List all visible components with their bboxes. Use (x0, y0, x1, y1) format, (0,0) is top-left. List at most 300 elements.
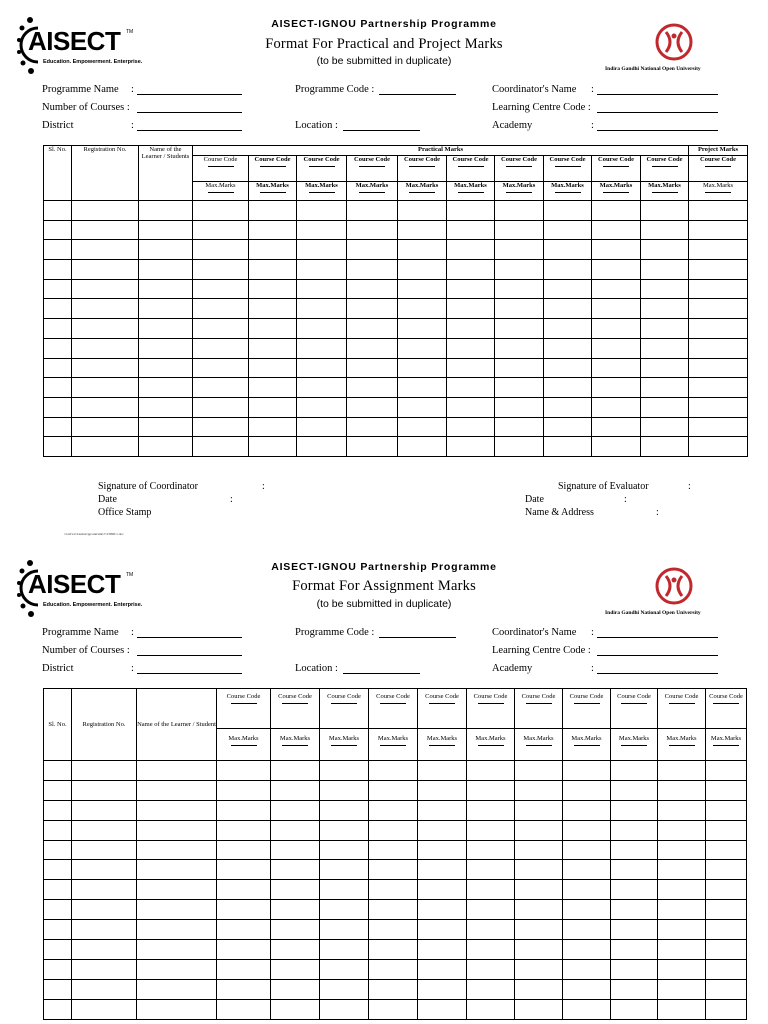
table-cell[interactable] (706, 840, 747, 860)
table-cell[interactable] (658, 979, 706, 999)
table-cell[interactable] (320, 800, 369, 820)
table-cell[interactable] (467, 920, 515, 940)
table-cell[interactable] (706, 920, 747, 940)
table-cell[interactable] (592, 319, 641, 339)
table-cell[interactable] (369, 860, 418, 880)
table-cell[interactable] (249, 358, 297, 378)
table-cell[interactable] (658, 999, 706, 1019)
table-cell[interactable] (544, 437, 592, 457)
table-cell[interactable] (44, 999, 72, 1019)
table-cell[interactable] (217, 840, 271, 860)
table-cell[interactable] (689, 240, 748, 260)
table-cell[interactable] (297, 319, 347, 339)
table-cell[interactable] (297, 299, 347, 319)
table-cell[interactable] (641, 279, 689, 299)
table-cell[interactable] (706, 999, 747, 1019)
table-cell[interactable] (217, 761, 271, 781)
table-cell[interactable] (369, 959, 418, 979)
table-cell[interactable] (72, 397, 139, 417)
table-cell[interactable] (72, 358, 139, 378)
table-cell[interactable] (137, 880, 217, 900)
table-cell[interactable] (44, 959, 72, 979)
table-cell[interactable] (369, 820, 418, 840)
table-cell[interactable] (369, 840, 418, 860)
table-cell[interactable] (72, 820, 137, 840)
table-cell[interactable] (418, 900, 467, 920)
table-cell[interactable] (297, 220, 347, 240)
learning-centre-code-field[interactable] (492, 645, 720, 659)
table-cell[interactable] (544, 417, 592, 437)
table-cell[interactable] (369, 800, 418, 820)
table-cell[interactable] (515, 940, 563, 960)
table-cell[interactable] (689, 220, 748, 240)
table-cell[interactable] (544, 299, 592, 319)
table-cell[interactable] (563, 999, 611, 1019)
table-cell[interactable] (139, 417, 193, 437)
table-cell[interactable] (217, 780, 271, 800)
table-cell[interactable] (544, 220, 592, 240)
table-cell[interactable] (369, 920, 418, 940)
table-cell[interactable] (592, 299, 641, 319)
table-cell[interactable] (544, 279, 592, 299)
table-cell[interactable] (658, 900, 706, 920)
number-of-courses-field[interactable] (42, 102, 242, 116)
table-cell[interactable] (44, 279, 72, 299)
table-cell[interactable] (347, 201, 398, 221)
table-cell[interactable] (418, 959, 467, 979)
table-cell[interactable] (611, 880, 658, 900)
table-cell[interactable] (563, 860, 611, 880)
table-cell[interactable] (611, 860, 658, 880)
table-cell[interactable] (369, 761, 418, 781)
table-cell[interactable] (249, 220, 297, 240)
table-cell[interactable] (320, 761, 369, 781)
table-cell[interactable] (544, 358, 592, 378)
table-cell[interactable] (44, 299, 72, 319)
table-cell[interactable] (369, 780, 418, 800)
table-cell[interactable] (689, 397, 748, 417)
table-cell[interactable] (72, 240, 139, 260)
table-cell[interactable] (658, 761, 706, 781)
table-cell[interactable] (249, 378, 297, 398)
table-cell[interactable] (418, 860, 467, 880)
table-cell[interactable] (495, 397, 544, 417)
table-cell[interactable] (347, 319, 398, 339)
table-cell[interactable] (320, 940, 369, 960)
table-cell[interactable] (544, 260, 592, 280)
table-cell[interactable] (658, 820, 706, 840)
table-cell[interactable] (398, 397, 447, 417)
table-cell[interactable] (297, 338, 347, 358)
table-cell[interactable] (398, 201, 447, 221)
table-cell[interactable] (641, 358, 689, 378)
table-cell[interactable] (217, 880, 271, 900)
table-cell[interactable] (544, 338, 592, 358)
table-cell[interactable] (320, 979, 369, 999)
table-cell[interactable] (689, 201, 748, 221)
table-cell[interactable] (347, 397, 398, 417)
table-cell[interactable] (217, 800, 271, 820)
table-cell[interactable] (398, 378, 447, 398)
table-cell[interactable] (271, 780, 320, 800)
table-cell[interactable] (641, 260, 689, 280)
table-cell[interactable] (418, 920, 467, 940)
table-cell[interactable] (398, 319, 447, 339)
table-cell[interactable] (249, 201, 297, 221)
table-cell[interactable] (515, 820, 563, 840)
table-cell[interactable] (72, 417, 139, 437)
table-cell[interactable] (641, 437, 689, 457)
table-cell[interactable] (72, 860, 137, 880)
table-cell[interactable] (447, 299, 495, 319)
table-cell[interactable] (495, 240, 544, 260)
table-cell[interactable] (592, 338, 641, 358)
table-cell[interactable] (689, 338, 748, 358)
coordinators-name-field[interactable]: Coordinator's Name : (492, 627, 720, 641)
table-cell[interactable] (320, 780, 369, 800)
table-cell[interactable] (271, 940, 320, 960)
table-cell[interactable] (369, 900, 418, 920)
table-cell[interactable] (611, 979, 658, 999)
table-cell[interactable] (447, 338, 495, 358)
table-cell[interactable] (592, 260, 641, 280)
table-cell[interactable] (641, 201, 689, 221)
table-cell[interactable] (271, 800, 320, 820)
table-cell[interactable] (563, 820, 611, 840)
table-cell[interactable] (44, 260, 72, 280)
table-cell[interactable] (706, 940, 747, 960)
table-cell[interactable] (193, 417, 249, 437)
table-cell[interactable] (447, 358, 495, 378)
table-cell[interactable] (193, 279, 249, 299)
table-cell[interactable] (72, 800, 137, 820)
table-cell[interactable] (544, 378, 592, 398)
table-cell[interactable] (369, 979, 418, 999)
table-cell[interactable] (193, 260, 249, 280)
table-cell[interactable] (137, 900, 217, 920)
table-cell[interactable] (193, 201, 249, 221)
table-cell[interactable] (193, 437, 249, 457)
table-cell[interactable] (249, 397, 297, 417)
table-cell[interactable] (515, 761, 563, 781)
table-cell[interactable] (297, 260, 347, 280)
table-cell[interactable] (137, 840, 217, 860)
table-cell[interactable] (689, 319, 748, 339)
table-cell[interactable] (611, 999, 658, 1019)
table-cell[interactable] (139, 397, 193, 417)
table-cell[interactable] (44, 201, 72, 221)
programme-name-field[interactable]: Programme Name : (42, 627, 242, 641)
table-cell[interactable] (320, 959, 369, 979)
table-cell[interactable] (467, 860, 515, 880)
table-cell[interactable] (563, 840, 611, 860)
table-cell[interactable] (193, 338, 249, 358)
table-cell[interactable] (706, 900, 747, 920)
table-cell[interactable] (658, 780, 706, 800)
table-cell[interactable] (467, 940, 515, 960)
table-cell[interactable] (217, 999, 271, 1019)
table-cell[interactable] (447, 437, 495, 457)
table-cell[interactable] (398, 417, 447, 437)
table-cell[interactable] (139, 260, 193, 280)
learning-centre-code-field[interactable] (492, 102, 720, 116)
table-cell[interactable] (689, 279, 748, 299)
table-cell[interactable] (249, 319, 297, 339)
table-cell[interactable] (544, 240, 592, 260)
table-cell[interactable] (418, 940, 467, 960)
table-cell[interactable] (297, 358, 347, 378)
table-cell[interactable] (611, 920, 658, 940)
table-cell[interactable] (193, 240, 249, 260)
table-cell[interactable] (447, 378, 495, 398)
table-cell[interactable] (706, 880, 747, 900)
table-cell[interactable] (44, 397, 72, 417)
table-cell[interactable] (72, 959, 137, 979)
table-cell[interactable] (592, 358, 641, 378)
table-cell[interactable] (249, 279, 297, 299)
table-cell[interactable] (137, 761, 217, 781)
table-cell[interactable] (137, 979, 217, 999)
table-cell[interactable] (44, 319, 72, 339)
table-cell[interactable] (515, 979, 563, 999)
table-cell[interactable] (592, 417, 641, 437)
table-cell[interactable] (467, 880, 515, 900)
table-cell[interactable] (139, 201, 193, 221)
table-cell[interactable] (563, 880, 611, 900)
table-cell[interactable] (347, 338, 398, 358)
table-cell[interactable] (72, 279, 139, 299)
table-cell[interactable] (347, 279, 398, 299)
table-cell[interactable] (139, 299, 193, 319)
table-cell[interactable] (398, 220, 447, 240)
location-field[interactable] (295, 663, 421, 677)
table-cell[interactable] (271, 840, 320, 860)
table-cell[interactable] (495, 417, 544, 437)
table-cell[interactable] (467, 800, 515, 820)
table-cell[interactable] (641, 240, 689, 260)
table-cell[interactable] (72, 999, 137, 1019)
table-cell[interactable] (658, 920, 706, 940)
table-cell[interactable] (447, 417, 495, 437)
table-cell[interactable] (563, 959, 611, 979)
table-cell[interactable] (249, 260, 297, 280)
table-cell[interactable] (418, 999, 467, 1019)
table-cell[interactable] (495, 319, 544, 339)
table-cell[interactable] (297, 201, 347, 221)
academy-field[interactable]: Academy : (492, 120, 720, 134)
table-cell[interactable] (217, 900, 271, 920)
table-cell[interactable] (320, 880, 369, 900)
table-cell[interactable] (689, 358, 748, 378)
table-cell[interactable] (544, 201, 592, 221)
table-cell[interactable] (72, 378, 139, 398)
table-cell[interactable] (271, 860, 320, 880)
table-cell[interactable] (563, 900, 611, 920)
table-cell[interactable] (515, 959, 563, 979)
table-cell[interactable] (193, 220, 249, 240)
table-cell[interactable] (641, 417, 689, 437)
table-cell[interactable] (706, 780, 747, 800)
table-cell[interactable] (44, 900, 72, 920)
table-cell[interactable] (271, 920, 320, 940)
table-cell[interactable] (44, 378, 72, 398)
table-cell[interactable] (447, 397, 495, 417)
table-cell[interactable] (611, 900, 658, 920)
table-cell[interactable] (139, 240, 193, 260)
table-cell[interactable] (515, 780, 563, 800)
table-cell[interactable] (44, 820, 72, 840)
table-cell[interactable] (217, 860, 271, 880)
table-cell[interactable] (44, 920, 72, 940)
table-cell[interactable] (398, 260, 447, 280)
table-cell[interactable] (689, 378, 748, 398)
table-cell[interactable] (193, 397, 249, 417)
table-cell[interactable] (297, 437, 347, 457)
table-cell[interactable] (249, 338, 297, 358)
table-cell[interactable] (641, 378, 689, 398)
table-cell[interactable] (592, 201, 641, 221)
table-cell[interactable] (271, 761, 320, 781)
table-cell[interactable] (44, 800, 72, 820)
table-cell[interactable] (297, 397, 347, 417)
table-cell[interactable] (249, 240, 297, 260)
location-field[interactable] (295, 120, 421, 134)
table-cell[interactable] (44, 338, 72, 358)
table-cell[interactable] (467, 900, 515, 920)
table-cell[interactable] (347, 260, 398, 280)
table-cell[interactable] (495, 260, 544, 280)
table-cell[interactable] (515, 920, 563, 940)
table-cell[interactable] (347, 299, 398, 319)
table-cell[interactable] (44, 358, 72, 378)
table-cell[interactable] (347, 358, 398, 378)
table-cell[interactable] (139, 378, 193, 398)
table-cell[interactable] (271, 880, 320, 900)
table-cell[interactable] (563, 979, 611, 999)
table-cell[interactable] (44, 240, 72, 260)
table-cell[interactable] (515, 880, 563, 900)
table-cell[interactable] (271, 900, 320, 920)
table-cell[interactable] (193, 358, 249, 378)
table-cell[interactable] (447, 240, 495, 260)
table-cell[interactable] (139, 338, 193, 358)
table-cell[interactable] (217, 979, 271, 999)
table-cell[interactable] (72, 201, 139, 221)
table-cell[interactable] (193, 299, 249, 319)
table-cell[interactable] (72, 780, 137, 800)
table-cell[interactable] (44, 979, 72, 999)
table-cell[interactable] (347, 417, 398, 437)
table-cell[interactable] (139, 358, 193, 378)
table-cell[interactable] (139, 279, 193, 299)
table-cell[interactable] (467, 780, 515, 800)
table-cell[interactable] (447, 220, 495, 240)
table-cell[interactable] (271, 820, 320, 840)
table-cell[interactable] (44, 860, 72, 880)
table-cell[interactable] (515, 900, 563, 920)
table-cell[interactable] (592, 397, 641, 417)
table-cell[interactable] (72, 940, 137, 960)
table-cell[interactable] (72, 761, 137, 781)
table-cell[interactable] (418, 820, 467, 840)
table-cell[interactable] (563, 920, 611, 940)
table-cell[interactable] (398, 279, 447, 299)
table-cell[interactable] (347, 240, 398, 260)
table-cell[interactable] (72, 437, 139, 457)
table-cell[interactable] (706, 959, 747, 979)
table-cell[interactable] (139, 437, 193, 457)
table-cell[interactable] (44, 761, 72, 781)
table-cell[interactable] (658, 940, 706, 960)
table-cell[interactable] (611, 840, 658, 860)
table-cell[interactable] (418, 761, 467, 781)
table-cell[interactable] (72, 260, 139, 280)
table-cell[interactable] (495, 358, 544, 378)
table-cell[interactable] (658, 860, 706, 880)
table-cell[interactable] (347, 437, 398, 457)
table-cell[interactable] (137, 780, 217, 800)
table-cell[interactable] (641, 299, 689, 319)
table-cell[interactable] (297, 378, 347, 398)
table-cell[interactable] (193, 378, 249, 398)
table-cell[interactable] (271, 959, 320, 979)
table-cell[interactable] (347, 378, 398, 398)
table-cell[interactable] (44, 220, 72, 240)
table-cell[interactable] (611, 820, 658, 840)
table-cell[interactable] (369, 999, 418, 1019)
table-cell[interactable] (398, 358, 447, 378)
table-cell[interactable] (641, 220, 689, 240)
table-cell[interactable] (495, 437, 544, 457)
table-cell[interactable] (139, 319, 193, 339)
table-cell[interactable] (72, 900, 137, 920)
table-cell[interactable] (467, 999, 515, 1019)
table-cell[interactable] (592, 378, 641, 398)
table-cell[interactable] (706, 820, 747, 840)
table-cell[interactable] (44, 880, 72, 900)
table-cell[interactable] (137, 820, 217, 840)
table-cell[interactable] (249, 417, 297, 437)
district-field[interactable]: District : (42, 663, 242, 677)
table-cell[interactable] (611, 959, 658, 979)
table-cell[interactable] (658, 800, 706, 820)
table-cell[interactable] (369, 940, 418, 960)
table-cell[interactable] (249, 437, 297, 457)
programme-code-field[interactable] (295, 627, 457, 641)
table-cell[interactable] (44, 840, 72, 860)
table-cell[interactable] (72, 979, 137, 999)
table-cell[interactable] (347, 220, 398, 240)
table-cell[interactable] (515, 999, 563, 1019)
table-cell[interactable] (418, 880, 467, 900)
table-cell[interactable] (320, 920, 369, 940)
table-cell[interactable] (495, 338, 544, 358)
table-cell[interactable] (515, 800, 563, 820)
table-cell[interactable] (137, 800, 217, 820)
table-cell[interactable] (398, 338, 447, 358)
table-cell[interactable] (297, 240, 347, 260)
table-cell[interactable] (563, 800, 611, 820)
table-cell[interactable] (658, 840, 706, 860)
table-cell[interactable] (689, 417, 748, 437)
table-cell[interactable] (297, 417, 347, 437)
table-cell[interactable] (72, 880, 137, 900)
table-cell[interactable] (544, 397, 592, 417)
table-cell[interactable] (563, 761, 611, 781)
table-cell[interactable] (592, 279, 641, 299)
table-cell[interactable] (217, 959, 271, 979)
table-cell[interactable] (689, 437, 748, 457)
